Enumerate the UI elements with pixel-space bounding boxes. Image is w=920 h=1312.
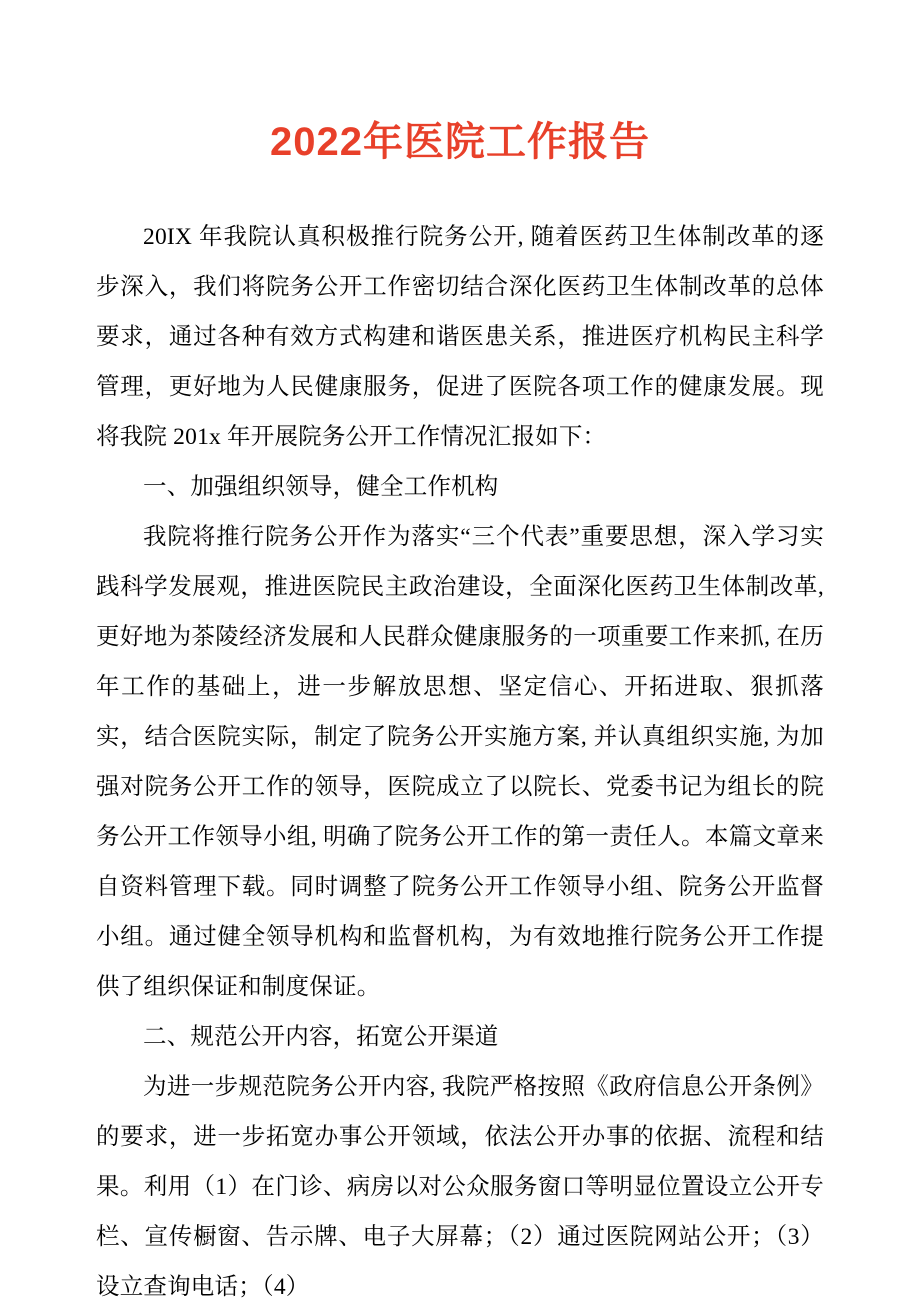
paragraph-intro: 20IX 年我院认真积极推行院务公开, 随着医药卫生体制改革的逐步深入，我们将院务公开工作密切结合深化医药卫生体制改革的总体要求，通过各种有效方式构建和谐医患关系，推进医疗机构民主科学管理，更好地为人民健康服务，促进了医院各项工作的健康发展。现将我院 201x 年开展院务公开工作情况汇报如下： — [96, 224, 824, 450]
page-title: 2022年医院工作报告 — [270, 120, 650, 164]
section-heading-two: 二、规范公开内容，拓宽公开渠道 — [143, 1024, 499, 1050]
document-body — [96, 212, 824, 1312]
paragraph-section-one-body: 我院将推行院务公开作为落实“三个代表”重要思想，深入学习实践科学发展观，推进医院民主政治建设，全面深化医药卫生体制改革, 更好地为茶陵经济发展和人民群众健康服务的一项重要工作来抓, 在历年工作的基础上，进一步解放思想、坚定信心、开拓进取、狠抓落实，结合医院实际，制定了院务公开实施方案, 并认真组织实施, 为加强对院务公开工作的领导，医院成立了以院长、党委书记为组长的院务公开工作领导小组, 明确了院务公开工作的第一责任人。本篇文章来自资料管理下载。同时调整了院务公开工作领导小组、院务公开监督小组。通过健全领导机构和监督机构，为有效地推行院务公开工作提供了组织保证和制度保证。 — [96, 524, 824, 1000]
section-heading-one: 一、加强组织领导，健全工作机构 — [143, 474, 499, 500]
paragraph-section-two-body: 为进一步规范院务公开内容, 我院严格按照《政府信息公开条例》的要求，进一步拓宽办事公开领域，依法公开办事的依据、流程和结果。利用（1）在门诊、病房以对公众服务窗口等明显位置设立公开专栏、宣传橱窗、告示牌、电子大屏幕；（2）通过医院网站公开；（3）设立查询电话；（4） — [96, 1074, 824, 1300]
